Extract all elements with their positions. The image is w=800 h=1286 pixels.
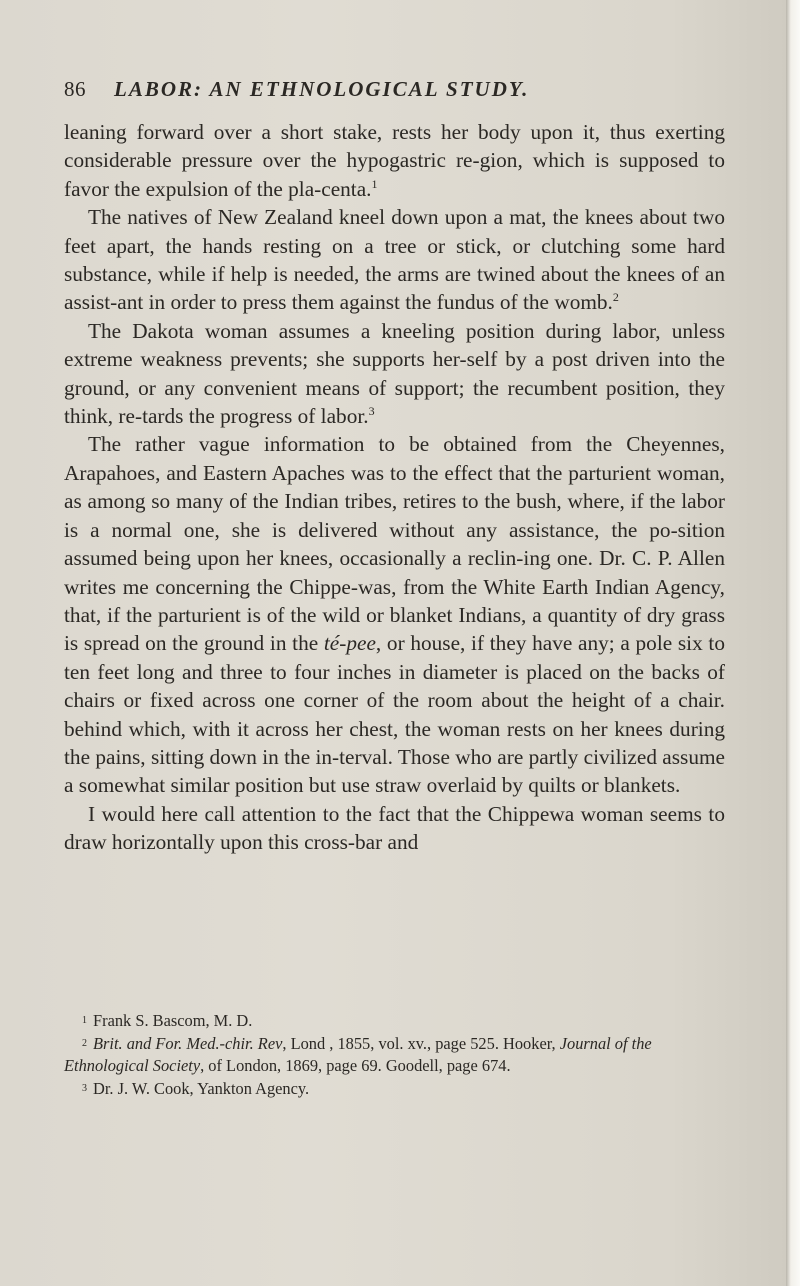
- paragraph: [64, 317, 725, 431]
- footnote-mark: 1: [82, 1015, 87, 1026]
- footnote: [64, 1033, 725, 1078]
- footnote-text: , of London, 1869, page 69. Goodell, page 674.: [200, 1056, 511, 1075]
- paragraph-text: The natives of New Zealand kneel down upon a mat, the knees about two feet apart, the hands resting on a tree or stick, or clutching some hard substance, while if help is needed, the arms are twined about the knees of an assist-ant in order to press them against the fundus of the womb.: [64, 205, 725, 315]
- paragraph-text: , or house, if they have any; a pole six to ten feet long and three to four inches in diameter is placed on the backs of chairs or fixed across one corner of the room about the height of a chair. behind which, with it across her chest, the woman rests on her knees during the pains, sitting down in the in-terval. Those who are partly civilized assume a somewhat similar position but use straw overlaid by quilts or blankets.: [64, 631, 725, 798]
- footnote-title: Journal of the Ethnological Society: [64, 1033, 652, 1075]
- italic-term: té-pee: [323, 631, 376, 656]
- footnote-mark: 2: [82, 1037, 87, 1049]
- paragraph: [64, 118, 725, 203]
- page-number: 86: [64, 77, 86, 101]
- paragraph-text: The rather vague information to be obtained from the Cheyennes, Arapahoes, and Eastern Apaches was to the effect that the parturient woman, as among so many of the Indian tribes, retires to the bush, where, if the labor is a normal one, she is delivered without any assistance, the po-sition assumed being upon her knees, occasionally a reclin-ing one. Dr. C. P. Allen writes me concerning the Chippe-was, from the White Earth Indian Agency, that, if the parturient is of the wild or blanket Indians, a quantity of dry grass is spread on the ground in the: [64, 432, 725, 656]
- footnote-mark: 3: [82, 1082, 87, 1094]
- page-edge: [786, 0, 800, 1286]
- paragraph: [64, 203, 725, 317]
- footnote: [64, 1078, 725, 1101]
- footnote-ref: 2: [612, 290, 619, 305]
- paragraph: [64, 430, 725, 799]
- footnote-text: Frank S. Bascom, M. D.: [93, 1011, 253, 1030]
- paragraph-text: leaning forward over a short stake, rests her body upon it, thus exerting considerable pressure over the hypogastric re-gion, which is supposed to favor the expulsion of the pla-centa.: [64, 120, 725, 201]
- running-head: LABOR: AN ETHNOLOGICAL STUDY.: [114, 77, 530, 101]
- footnote-ref: 1: [371, 176, 378, 191]
- paragraph-text: I would here call attention to the fact that the Chippewa woman seems to draw horizontally upon this cross-bar and: [64, 801, 725, 855]
- paragraph-text: The Dakota woman assumes a kneeling position during labor, unless extreme weakness prevents; she supports her-self by a post driven into the ground, or any convenient means of support; the recumbent position, they think, re-tards the progress of labor.: [64, 318, 725, 429]
- footnote-text: Dr. J. W. Cook, Yankton Agency.: [93, 1078, 310, 1098]
- footnote-ref: 3: [368, 404, 375, 419]
- footnote: [64, 1010, 725, 1033]
- page-header: [64, 77, 724, 113]
- footnote-title: Brit. and For. Med.-chir. Rev: [93, 1033, 283, 1053]
- body-text: [64, 118, 725, 857]
- footnotes: [64, 1010, 725, 1100]
- footnote-text: , Lond , 1855, vol. xv., page 525. Hooker,: [282, 1033, 560, 1053]
- paragraph: [64, 800, 725, 857]
